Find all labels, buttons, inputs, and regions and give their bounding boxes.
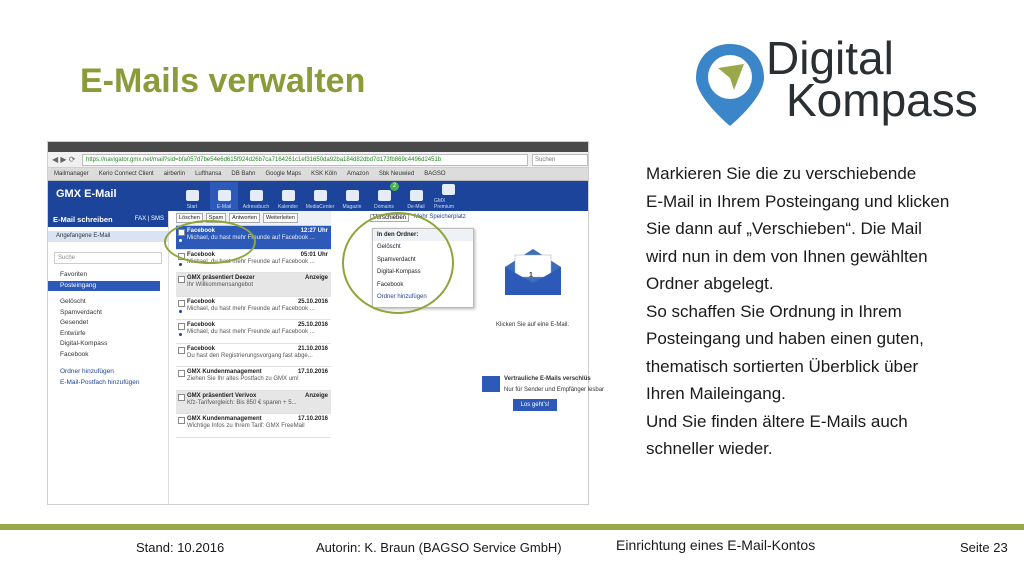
browser-tabs — [48, 142, 588, 152]
text-line: Markieren Sie die zu verschiebende — [646, 164, 917, 183]
nav-mediacenter[interactable]: MediaCenter — [306, 182, 334, 210]
footer-divider — [0, 524, 1024, 530]
text-line: E-Mail in Ihrem Posteingang und klicken — [646, 191, 950, 211]
footer-page: Seite 23 — [960, 540, 1008, 555]
text-line: Und Sie finden ältere E-Mails auch — [646, 411, 908, 431]
text-line: So schaffen Sie Ordnung in Ihrem — [646, 301, 902, 321]
move-menu-header: In den Ordner: — [373, 229, 473, 241]
bookmark[interactable]: Google Maps — [265, 171, 302, 177]
url-field[interactable]: https://navigator.gmx.net/mail?sid=bfa057d7be54e6d615f924d26b7ca7164261c1ef31650da92ba184d82dbd7d173fb869c4496d2451b — [82, 154, 528, 166]
spam-button[interactable]: Spam — [206, 213, 226, 223]
mail-row[interactable]: GMX Kundenmanagement 17.10.2016 Wichtige Infos zu Ihrem Tarif: GMX FreeMail — [176, 414, 331, 438]
bookmark[interactable]: KSK Köln — [311, 171, 337, 177]
folder-digital-kompass[interactable]: Digital-Kompass — [60, 340, 108, 347]
magazine-icon — [346, 190, 359, 201]
demail-icon — [410, 190, 423, 201]
fax-link[interactable]: FAX — [134, 216, 147, 222]
mail-icon — [218, 190, 231, 201]
reply-button[interactable]: Antworten — [229, 213, 260, 223]
nav-demail[interactable]: De-Mail — [402, 182, 430, 210]
browser-search[interactable]: Suchen — [532, 154, 588, 166]
bookmark[interactable]: Sbk Neuwied — [378, 171, 415, 177]
notification-badge: 2 — [390, 182, 399, 191]
highlight-circle — [342, 212, 454, 314]
mail-sidebar — [48, 211, 169, 504]
click-hint: Klicken Sie auf eine E-Mail. — [496, 322, 570, 328]
mail-row[interactable]: Facebook 05:01 Uhr Michael, du hast mehr Freunde auf Facebook ... — [176, 250, 331, 274]
text-line: Posteingang und haben einen guten, — [646, 329, 924, 348]
logo-word-kompass: Kompass — [786, 74, 978, 126]
highlight-circle — [164, 220, 256, 264]
promo-button[interactable]: Los geht's! — [513, 399, 557, 411]
envelope-icon — [503, 247, 563, 297]
bookmark[interactable]: Kerio Connect Client — [98, 171, 154, 177]
map-pin-icon — [690, 40, 770, 130]
mail-row[interactable]: Facebook 12:27 Uhr Michael, du hast mehr Freunde auf Facebook ... — [176, 226, 331, 250]
move-button[interactable]: Verschieben — [370, 214, 409, 222]
bookmark[interactable]: airberlin — [163, 171, 186, 177]
crown-icon — [442, 184, 455, 195]
folder-geloescht[interactable]: Gelöscht — [60, 298, 86, 305]
text-line: schneller wieder. — [646, 439, 773, 458]
draft-indicator[interactable]: Angefangene E-Mail — [48, 231, 168, 242]
bookmarks-bar — [48, 168, 588, 181]
slide-title: E-Mails verwalten — [80, 62, 366, 100]
nav-arrows-icon[interactable]: ◀ ▶ ⟳ — [52, 155, 76, 164]
delete-button[interactable]: Löschen — [176, 213, 203, 223]
write-email-button[interactable]: E-Mail schreiben FAX | SMS — [48, 211, 168, 227]
move-option[interactable]: Digital-Kompass — [377, 269, 421, 275]
nav-email[interactable]: E-Mail — [210, 182, 238, 210]
nav-start[interactable]: Start — [178, 182, 206, 210]
bookmark[interactable]: BAGSO — [424, 171, 446, 177]
folder-gesendet[interactable]: Gesendet — [60, 319, 89, 326]
gmx-header — [48, 181, 588, 211]
address-bar — [48, 152, 588, 168]
add-folder-link[interactable]: Ordner hinzufügen — [60, 368, 114, 375]
text-line: Sie dann auf „Verschieben“. Die Mail — [646, 219, 922, 238]
envelope-count: 1 — [529, 272, 533, 279]
promo-text: Nur für Sender und Empfänger lesbar — [504, 387, 605, 393]
promo-title: Vertrauliche E-Mails verschlüs — [504, 376, 591, 382]
folder-entwuerfe[interactable]: Entwürfe — [60, 329, 86, 337]
nav-magazin[interactable]: Magazin — [338, 182, 366, 210]
more-storage-link[interactable]: Mehr Speicherplatz — [414, 214, 466, 220]
mail-row[interactable]: Facebook 25.10.2016 Michael, du hast mehr Freunde auf Facebook ... — [176, 320, 331, 344]
logo-word-digital: Digital — [766, 32, 894, 84]
bookmark[interactable]: DB Bahn — [231, 171, 256, 177]
text-line: thematisch sortierten Überblick über — [646, 356, 919, 376]
calendar-icon — [282, 190, 295, 201]
footer-author: Autorin: K. Braun (BAGSO Service GmbH) — [316, 540, 562, 555]
reading-pane — [468, 242, 605, 502]
home-icon — [186, 190, 199, 201]
ad-row[interactable]: GMX präsentiert Verivox Anzeige Kfz-Tarifvergleich: Bis 850 € sparen + 5... — [176, 391, 331, 415]
mail-row[interactable]: Facebook 21.10.2016 Du hast den Registrierungsvorgang fast abge... — [176, 344, 331, 368]
text-line: Ihren Maileingang. — [646, 384, 786, 403]
digital-kompass-logo — [690, 32, 990, 132]
nav-domains[interactable]: Domains — [370, 182, 398, 210]
footer-stand: Stand: 10.2016 — [136, 540, 225, 555]
forward-button[interactable]: Weiterleiten — [263, 213, 298, 223]
folder-favoriten[interactable]: Favoriten — [60, 271, 88, 278]
nav-adressbuch[interactable]: Adressbuch — [242, 182, 270, 210]
folder-facebook[interactable]: Facebook — [60, 350, 89, 358]
ad-row[interactable]: GMX präsentiert Deezer Anzeige Ihr Willkommensangebot — [176, 273, 331, 297]
text-line: Ordner abgelegt. — [646, 274, 774, 293]
gmx-brand: GMX E-Mail — [56, 188, 117, 200]
bookmark[interactable]: Mailmanager — [54, 171, 89, 177]
sms-link[interactable]: SMS — [150, 216, 164, 222]
bookmark[interactable]: Lufthansa — [195, 171, 222, 177]
nav-premium[interactable]: GMX Premium — [434, 182, 462, 210]
house-icon — [378, 190, 391, 201]
encryption-icon — [482, 376, 500, 392]
instruction-text — [646, 160, 1006, 463]
nav-kalender[interactable]: Kalender — [274, 182, 302, 210]
mail-row[interactable]: Facebook 25.10.2016 Michael, du hast mehr Freunde auf Facebook ... — [176, 297, 331, 321]
move-option[interactable]: Spamverdacht — [377, 256, 416, 263]
move-option[interactable]: Gelöscht — [377, 244, 401, 250]
contacts-icon — [250, 190, 263, 201]
cloud-icon — [314, 190, 327, 201]
footer-topic: Einrichtung eines E-Mail-Kontos — [616, 537, 816, 553]
bookmark[interactable]: Amazon — [346, 171, 369, 177]
move-option[interactable]: Facebook — [377, 281, 404, 288]
gmx-screenshot — [47, 141, 605, 505]
add-mailbox-link[interactable]: E-Mail-Postfach hinzufügen — [60, 379, 140, 386]
mail-row[interactable]: GMX Kundenmanagement 17.10.2016 Ziehen Sie Ihr altes Postfach zu GMX um! — [176, 367, 331, 391]
gmx-app-nav — [178, 182, 462, 210]
move-add-folder[interactable]: Ordner hinzufügen — [377, 294, 427, 300]
text-line: wird nun in dem von Ihnen gewählten — [646, 246, 928, 266]
folder-spamverdacht[interactable]: Spamverdacht — [60, 308, 102, 316]
folder-posteingang[interactable]: Posteingang — [48, 281, 160, 292]
mail-search-input[interactable]: Suche — [54, 252, 162, 264]
